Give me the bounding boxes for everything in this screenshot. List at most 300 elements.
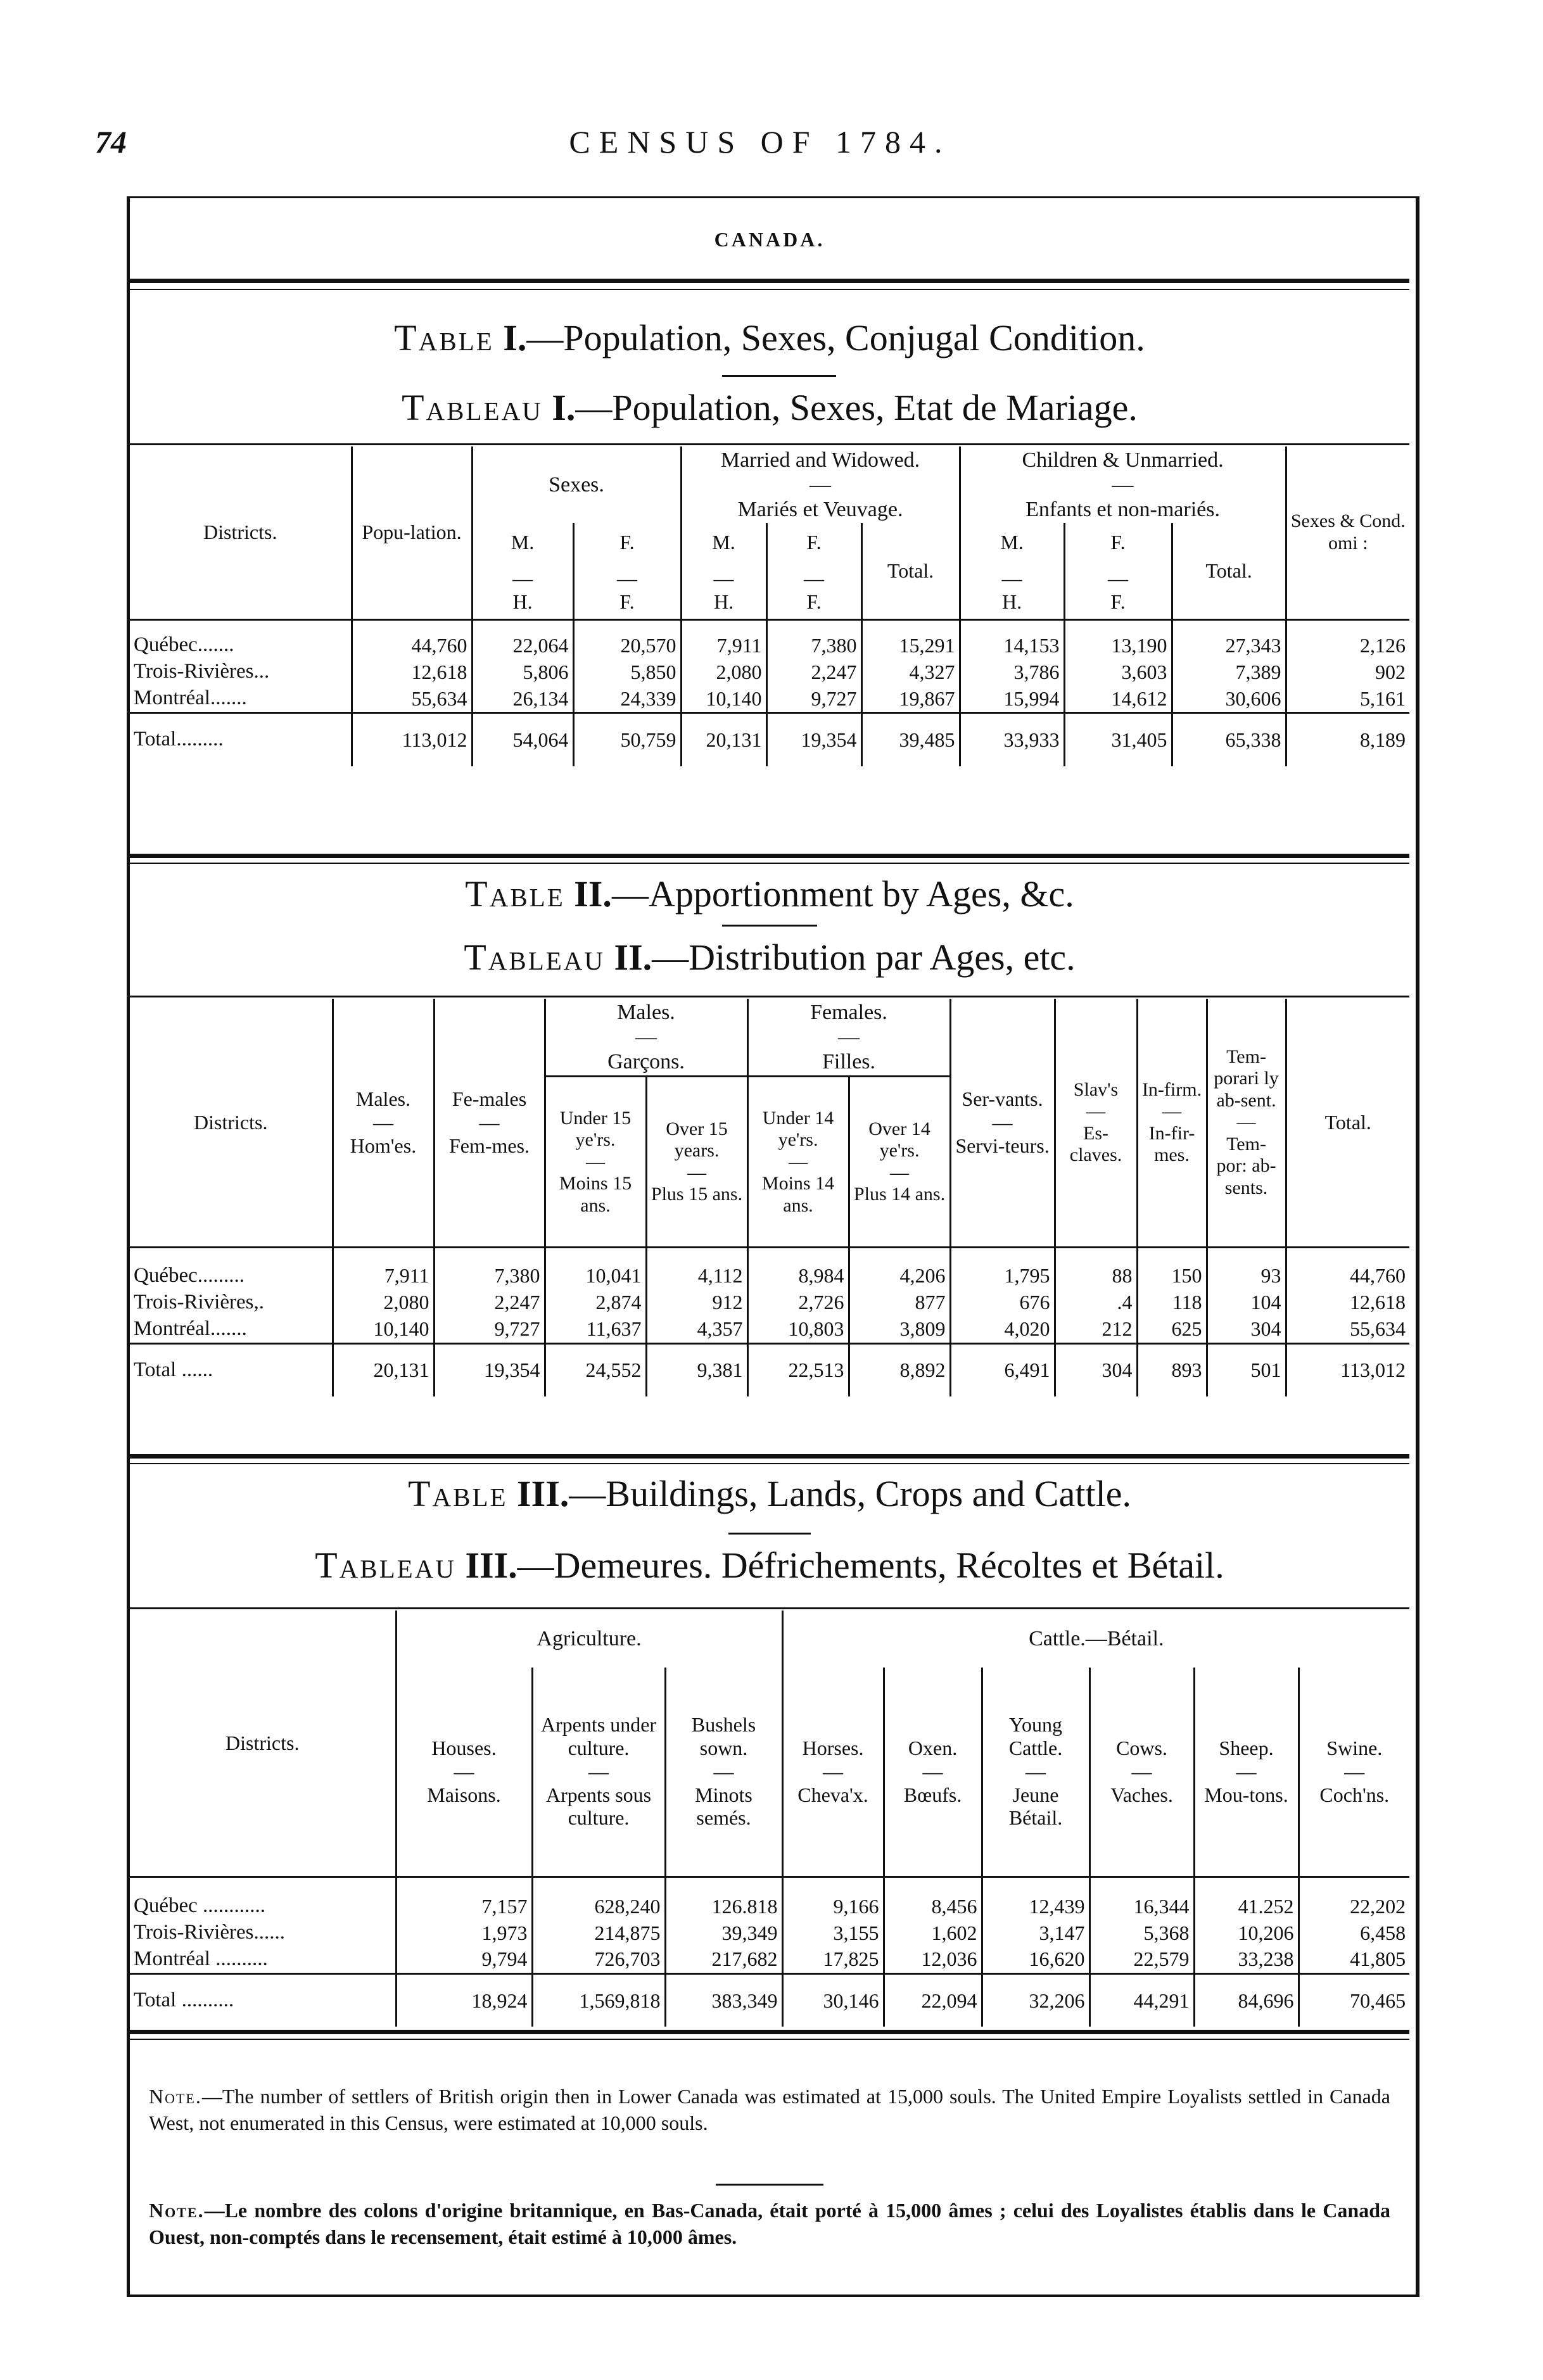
t2-cell: 104 — [1207, 1289, 1286, 1316]
t1-header-sexes: Sexes. — [472, 446, 681, 523]
t1-dash: — — [1108, 566, 1129, 590]
t2-cell: 3,809 — [849, 1316, 950, 1343]
t3-cell: 33,238 — [1194, 1946, 1299, 1973]
t2-cell: 1,795 — [950, 1263, 1055, 1289]
t2-dash: — — [687, 1162, 706, 1183]
t1-cell: 7,911 — [681, 632, 766, 659]
t1-cell: 24,339 — [573, 685, 681, 712]
t1-cell: 15,994 — [960, 685, 1064, 712]
t2-total-cell: 22,513 — [747, 1343, 849, 1396]
t1-dash: — — [512, 566, 533, 590]
t1-header-ch-total: Total. — [1172, 523, 1286, 619]
t2-cell: 4,206 — [849, 1263, 950, 1289]
t3-cell: 9,166 — [782, 1893, 884, 1920]
t3-sheep-fr: Mou-tons. — [1204, 1783, 1288, 1806]
t1-ff: F. — [806, 590, 822, 613]
t2-header-over14 — [849, 1077, 950, 1248]
t1-dash: — — [713, 566, 734, 590]
t2-cell: 4,357 — [646, 1316, 747, 1343]
table-row — [130, 1316, 1409, 1343]
note-english-label: Note. — [149, 2085, 202, 2108]
t1-total-cell: 31,405 — [1064, 713, 1172, 766]
t1-header-population: Popu-lation. — [352, 446, 472, 619]
table3-title-en-prefix: Table — [408, 1473, 508, 1514]
t3-bushels-en: Bushels sown. — [691, 1713, 756, 1760]
table3-title-divider — [728, 1533, 811, 1535]
t3-dash: — — [454, 1759, 474, 1783]
note-english — [149, 2084, 1390, 2136]
table3-bottom-rule — [130, 2030, 1409, 2034]
rule-top-2 — [130, 289, 1409, 290]
t3-total-cell: 1,569,818 — [532, 1973, 665, 2027]
table2-title-en-num: II. — [574, 873, 612, 915]
table3-title-en-num: III. — [517, 1473, 569, 1514]
t1-h: H. — [1001, 590, 1022, 613]
t2-dash: — — [789, 1151, 808, 1172]
t1-cell: 902 — [1286, 659, 1409, 685]
note-french-label: Note. — [149, 2199, 205, 2222]
t1-total-cell: 8,189 — [1286, 713, 1409, 766]
t2-dash: — — [890, 1162, 910, 1183]
t3-row-district: Trois-Rivières...... — [134, 1920, 285, 1944]
t3-dash: — — [713, 1759, 734, 1783]
t1-header-married-fr: Mariés et Veuvage. — [737, 498, 903, 522]
t2-cell: 10,803 — [747, 1316, 849, 1343]
t3-header-cattle: Cattle.—Bétail. — [782, 1611, 1409, 1668]
t3-cell: 8,456 — [884, 1893, 982, 1920]
note-french-text: —Le nombre des colons d'origine britannique, en Bas-Canada, était porté à 15,000 âmes ; celui des Loyalistes établis dans le Canada Ouest, non-comptés dans le recensement, était estimé à 10,000 âmes. — [149, 2199, 1390, 2248]
t2-total-cell: 113,012 — [1286, 1343, 1409, 1396]
t2-cell: 304 — [1207, 1316, 1286, 1343]
t3-houses-fr: Maisons. — [427, 1783, 501, 1806]
t2-females-grp-fr: Filles. — [822, 1050, 876, 1074]
t1-cell: 2,080 — [681, 659, 766, 685]
t1-total-cell: 50,759 — [573, 713, 681, 766]
t2-total-cell: 304 — [1055, 1343, 1137, 1396]
t1-cell: 2,126 — [1286, 632, 1409, 659]
table2-title-divider — [722, 925, 817, 927]
table-row — [130, 1920, 1409, 1946]
t3-bushels-fr: Minots semés. — [695, 1783, 752, 1830]
region-label: CANADA. — [714, 228, 825, 251]
t1-header-ch-h — [960, 561, 1064, 619]
t1-cell: 5,850 — [573, 659, 681, 685]
t2-males-fr: Hom'es. — [350, 1134, 417, 1158]
page-number: 74 — [95, 124, 127, 160]
t3-cell: 39,349 — [665, 1920, 782, 1946]
t3-cell: 1,973 — [396, 1920, 532, 1946]
t2-dash: — — [373, 1111, 393, 1134]
t1-row-district: Québec....... — [134, 633, 234, 657]
table-row — [130, 1263, 1409, 1289]
t1-h: H. — [713, 590, 734, 613]
t1-header-married-en: Married and Widowed. — [720, 448, 920, 472]
t2-cell: 2,726 — [747, 1289, 849, 1316]
t3-dash: — — [1025, 1759, 1046, 1783]
t2-temp-en: Tem-porari ly ab-sent. — [1214, 1046, 1279, 1111]
t2-total-cell: 9,381 — [646, 1343, 747, 1396]
t1-row-district: Montréal....... — [130, 685, 352, 712]
t2-under15-fr: Moins 15 ans. — [559, 1173, 632, 1216]
t1-header-mar-m: M. — [681, 523, 766, 561]
t3-cell: 10,206 — [1194, 1920, 1299, 1946]
t2-cell: 11,637 — [545, 1316, 646, 1343]
t3-dash: — — [1236, 1759, 1257, 1783]
t2-cell: 9,727 — [434, 1316, 545, 1343]
t2-header-slaves — [1055, 999, 1137, 1248]
t1-cell: 20,570 — [573, 632, 681, 659]
t2-cell: 118 — [1137, 1289, 1207, 1316]
t3-cell: 217,682 — [665, 1946, 782, 1973]
t3-cell: 17,825 — [782, 1946, 884, 1973]
t3-header-oxen — [884, 1668, 982, 1877]
t3-dash: — — [922, 1759, 943, 1783]
t2-temp-fr: Tem-por: ab-sents. — [1216, 1133, 1276, 1198]
table1-top-rule — [130, 443, 1409, 445]
t2-infirm-fr: In-fir-mes. — [1148, 1122, 1195, 1166]
t3-total-cell: 70,465 — [1299, 1973, 1409, 2027]
t3-cell: 41,805 — [1299, 1946, 1409, 1973]
table-row — [130, 632, 1409, 659]
t2-males-grp-en: Males. — [617, 1001, 675, 1024]
table1-title-en — [127, 317, 1413, 359]
table3 — [130, 1611, 1409, 2027]
t2-over14-fr: Plus 14 ans. — [853, 1184, 946, 1205]
t2-dash: — — [635, 1025, 657, 1049]
t3-total-cell: 44,291 — [1089, 1973, 1194, 2027]
table2-title-fr-prefix: Tableau — [464, 937, 606, 978]
note-french — [149, 2198, 1390, 2250]
t3-cell: 126.818 — [665, 1893, 782, 1920]
t3-header-agriculture: Agriculture. — [396, 1611, 782, 1668]
t2-cell: 625 — [1137, 1316, 1207, 1343]
t2-cell: 44,760 — [1286, 1263, 1409, 1289]
t1-cell: 10,140 — [681, 685, 766, 712]
t3-cell: 12,439 — [982, 1893, 1089, 1920]
t2-under14-en: Under 14 ye'rs. — [762, 1107, 834, 1151]
t1-cell: 9,727 — [766, 685, 861, 712]
t1-cell: 22,064 — [472, 632, 573, 659]
t2-females-en: Fe-males — [452, 1087, 527, 1111]
t1-cell: 7,389 — [1172, 659, 1286, 685]
table-total-row — [130, 1343, 1409, 1396]
t2-header-temp — [1207, 999, 1286, 1248]
table-row — [130, 1893, 1409, 1920]
t1-row-district: Trois-Rivières... — [134, 660, 270, 683]
t2-under14-fr: Moins 14 ans. — [761, 1173, 835, 1216]
t3-houses-en: Houses. — [431, 1737, 497, 1760]
t2-females-fr: Fem-mes. — [448, 1134, 530, 1158]
t2-cell: 4,112 — [646, 1263, 747, 1289]
t1-ff: F. — [619, 590, 635, 613]
t1-cell: 44,760 — [352, 632, 472, 659]
t2-total-cell: 8,892 — [849, 1343, 950, 1396]
note-english-text: —The number of settlers of British origin then in Lower Canada was estimated at 15,000 souls. The United Empire Loyalists settled in Canada West, not enumerated in this Census, were estimated at 10,000 souls. — [149, 2085, 1390, 2134]
t2-females-grp-en: Females. — [810, 1001, 887, 1024]
t1-header-children — [960, 446, 1286, 523]
table2-bottom-rule — [130, 1454, 1409, 1459]
t3-cows-en: Cows. — [1116, 1737, 1167, 1760]
t1-cell: 4,327 — [861, 659, 960, 685]
t1-dash: — — [1001, 566, 1022, 590]
t3-cell: 7,157 — [396, 1893, 532, 1920]
t3-cell: 3,147 — [982, 1920, 1089, 1946]
t2-cell: 55,634 — [1286, 1316, 1409, 1343]
t3-cell: 1,602 — [884, 1920, 982, 1946]
t2-header-servants — [950, 999, 1055, 1248]
t2-cell: 4,020 — [950, 1316, 1055, 1343]
table2-bottom-rule-2 — [130, 1463, 1409, 1464]
t1-total-cell: 33,933 — [960, 713, 1064, 766]
t2-dash: — — [838, 1025, 860, 1049]
t2-cell: 912 — [646, 1289, 747, 1316]
t2-slaves-fr: Es-claves. — [1069, 1122, 1122, 1166]
t3-young-fr: Jeune Bétail. — [1008, 1783, 1063, 1830]
t2-header-districts: Districts. — [130, 999, 333, 1248]
table3-title-en — [127, 1472, 1413, 1515]
t1-header-mar-f: F. — [766, 523, 861, 561]
t1-cell: 3,603 — [1064, 659, 1172, 685]
t3-cell: 9,794 — [396, 1946, 532, 1973]
t3-cell: 22,202 — [1299, 1893, 1409, 1920]
table-row — [130, 1289, 1409, 1316]
table3-bottom-rule-2 — [130, 2039, 1409, 2040]
t3-header-houses — [396, 1668, 532, 1877]
t1-cell: 12,618 — [352, 659, 472, 685]
t2-males-grp-fr: Garçons. — [607, 1050, 685, 1074]
t2-header-females — [434, 999, 545, 1248]
table-row — [130, 685, 1409, 712]
t3-young-en: Young Cattle. — [1008, 1713, 1063, 1760]
table1-title-fr-prefix: Tableau — [402, 387, 543, 428]
t1-header-married — [681, 446, 960, 523]
t3-cows-fr: Vaches. — [1110, 1783, 1173, 1806]
t2-cell: 7,911 — [333, 1263, 434, 1289]
t2-under15-en: Under 15 ye'rs. — [559, 1107, 632, 1151]
t3-row-district: Québec ............ — [134, 1894, 266, 1917]
t2-over14-en: Over 14 ye'rs. — [868, 1118, 930, 1162]
t1-header-children-fr: Enfants et non-mariés. — [1025, 498, 1220, 522]
t1-header-children-dash: — — [1112, 473, 1134, 497]
table1-title-en-prefix: Table — [394, 317, 494, 358]
t1-cell: 14,612 — [1064, 685, 1172, 712]
t1-cell: 30,606 — [1172, 685, 1286, 712]
table1-bottom-rule-2 — [130, 863, 1409, 864]
t3-header-young — [982, 1668, 1089, 1877]
t1-header-ch-ff — [1064, 561, 1172, 619]
table1-bottom-rule — [130, 854, 1409, 858]
t1-cell: 2,247 — [766, 659, 861, 685]
table-total-row — [130, 1973, 1409, 2027]
table3-title-fr-num: III. — [465, 1545, 518, 1586]
t2-cell: 2,874 — [545, 1289, 646, 1316]
t3-swine-en: Swine. — [1326, 1737, 1383, 1760]
t3-oxen-en: Oxen. — [908, 1737, 958, 1760]
t1-cell: 55,634 — [352, 685, 472, 712]
t3-total-cell: 30,146 — [782, 1973, 884, 2027]
t3-total-cell: 32,206 — [982, 1973, 1089, 2027]
page-header — [95, 123, 1425, 168]
t2-cell: 877 — [849, 1289, 950, 1316]
table3-top-rule — [130, 1607, 1409, 1609]
notes-divider — [716, 2184, 823, 2186]
t1-cell: 3,786 — [960, 659, 1064, 685]
t3-total-cell: 18,924 — [396, 1973, 532, 2027]
t1-dash: — — [617, 566, 637, 590]
t2-header-males — [333, 999, 434, 1248]
t1-total-cell: 65,338 — [1172, 713, 1286, 766]
t2-over15-fr: Plus 15 ans. — [651, 1184, 743, 1205]
t1-header-districts: Districts. — [130, 446, 352, 619]
t1-ff: F. — [1110, 590, 1126, 613]
t1-header-mar-ff — [766, 561, 861, 619]
t2-servants-fr: Servi-teurs. — [955, 1134, 1050, 1158]
t1-total-cell: 113,012 — [352, 713, 472, 766]
table2-title-en-prefix: Table — [465, 873, 565, 915]
t2-cell: 212 — [1055, 1316, 1137, 1343]
t2-cell: 2,080 — [333, 1289, 434, 1316]
t3-header-sheep — [1194, 1668, 1299, 1877]
t2-header-under14 — [747, 1077, 849, 1248]
t2-dash: — — [586, 1151, 605, 1172]
t2-row-district: Trois-Rivières,. — [134, 1290, 264, 1313]
table2-title-en-rest: —Apportionment by Ages, &c. — [611, 873, 1074, 915]
t1-cell: 15,291 — [861, 632, 960, 659]
t1-header-mar-h — [681, 561, 766, 619]
t1-total-cell: 39,485 — [861, 713, 960, 766]
t1-total-cell: 19,354 — [766, 713, 861, 766]
t3-cell: 214,875 — [532, 1920, 665, 1946]
t3-header-horses — [782, 1668, 884, 1877]
table2-title-fr-rest: —Distribution par Ages, etc. — [652, 937, 1076, 978]
t1-total-cell: 20,131 — [681, 713, 766, 766]
t3-dash: — — [1344, 1759, 1365, 1783]
t3-cell: 5,368 — [1089, 1920, 1194, 1946]
table1 — [130, 446, 1409, 766]
t3-row-district: Montréal .......... — [130, 1946, 396, 1973]
table2-title-fr-num: II. — [614, 937, 652, 978]
t1-header-married-dash: — — [810, 473, 832, 497]
t3-header-bushels — [665, 1668, 782, 1877]
t2-dash: — — [1086, 1101, 1106, 1122]
table1-title-en-rest: —Population, Sexes, Conjugal Condition. — [526, 317, 1145, 358]
t3-dash: — — [588, 1759, 609, 1783]
t3-horses-fr: Cheva'x. — [797, 1783, 868, 1806]
t1-cell: 13,190 — [1064, 632, 1172, 659]
t1-cell: 26,134 — [472, 685, 573, 712]
t2-cell: 7,380 — [434, 1263, 545, 1289]
t2-total-cell: 19,354 — [434, 1343, 545, 1396]
t3-total-cell: 22,094 — [884, 1973, 982, 2027]
t2-infirm-en: In-firm. — [1141, 1079, 1202, 1100]
t2-total-cell: 24,552 — [545, 1343, 646, 1396]
table1-title-fr-rest: —Population, Sexes, Etat de Mariage. — [575, 387, 1138, 428]
t2-slaves-en: Slav's — [1073, 1079, 1119, 1100]
t3-cell: 6,458 — [1299, 1920, 1409, 1946]
t2-header-infirm — [1137, 999, 1207, 1248]
t2-total-cell: 893 — [1137, 1343, 1207, 1396]
t3-cell: 12,036 — [884, 1946, 982, 1973]
t3-cell: 22,579 — [1089, 1946, 1194, 1973]
t3-header-swine — [1299, 1668, 1409, 1877]
t3-cell: 41.252 — [1194, 1893, 1299, 1920]
table2-title-en — [127, 873, 1413, 915]
t3-arpents-fr: Arpents sous culture. — [545, 1783, 652, 1830]
t3-total-cell: 84,696 — [1194, 1973, 1299, 2027]
t3-header-arpents — [532, 1668, 665, 1877]
t3-swine-fr: Coch'ns. — [1319, 1783, 1390, 1806]
t2-cell: .4 — [1055, 1289, 1137, 1316]
table-row — [130, 659, 1409, 685]
t2-total-cell: 6,491 — [950, 1343, 1055, 1396]
table3-title-fr-rest: —Demeures. Défrichements, Récoltes et Bétail. — [517, 1545, 1224, 1586]
t1-cell: 14,153 — [960, 632, 1064, 659]
table2-top-rule — [130, 996, 1409, 997]
t3-cell: 16,344 — [1089, 1893, 1194, 1920]
t2-total-cell: 501 — [1207, 1343, 1286, 1396]
t3-cell: 628,240 — [532, 1893, 665, 1920]
t3-total-label: Total .......... — [134, 1989, 234, 2012]
t2-header-males-grp — [545, 999, 747, 1077]
t2-cell: 93 — [1207, 1263, 1286, 1289]
table-total-row — [130, 713, 1409, 766]
t1-cell: 19,867 — [861, 685, 960, 712]
t2-cell: 8,984 — [747, 1263, 849, 1289]
table1-title-fr — [127, 386, 1413, 429]
t1-cell: 7,380 — [766, 632, 861, 659]
t2-cell: 10,041 — [545, 1263, 646, 1289]
t1-dash: — — [804, 566, 825, 590]
t1-h: H. — [512, 590, 533, 613]
t3-total-cell: 383,349 — [665, 1973, 782, 2027]
t2-cell: 150 — [1137, 1263, 1207, 1289]
t3-arpents-en: Arpents under culture. — [540, 1713, 657, 1760]
t2-dash: — — [992, 1111, 1013, 1134]
t2-dash: — — [1162, 1101, 1182, 1122]
table1-title-en-num: I. — [503, 317, 527, 358]
t2-header-over15 — [646, 1077, 747, 1248]
t3-header-cows — [1089, 1668, 1194, 1877]
t3-horses-en: Horses. — [802, 1737, 864, 1760]
t2-cell: 2,247 — [434, 1289, 545, 1316]
t2-header-females-grp — [747, 999, 950, 1077]
t3-oxen-fr: Bœufs. — [903, 1783, 962, 1806]
t3-dash: — — [823, 1759, 844, 1783]
t2-row-district: Montréal....... — [130, 1316, 333, 1343]
t2-header-total: Total. — [1286, 999, 1409, 1248]
rule-top-1 — [130, 279, 1409, 283]
t3-cell: 16,620 — [982, 1946, 1089, 1973]
t1-header-sex-m: M. — [472, 523, 573, 561]
t3-dash: — — [1131, 1759, 1152, 1783]
table2 — [130, 999, 1409, 1396]
t1-total-cell: 54,064 — [472, 713, 573, 766]
t3-cell: 726,703 — [532, 1946, 665, 1973]
t1-header-ch-m: M. — [960, 523, 1064, 561]
t3-sheep-en: Sheep. — [1219, 1737, 1274, 1760]
t1-cell: 5,161 — [1286, 685, 1409, 712]
t2-cell: 88 — [1055, 1263, 1137, 1289]
t1-header-children-en: Children & Unmarried. — [1022, 448, 1224, 472]
table1-title-fr-num: I. — [552, 387, 576, 428]
t2-cell: 12,618 — [1286, 1289, 1409, 1316]
t2-males-en: Males. — [355, 1087, 411, 1111]
table2-title-fr — [127, 936, 1413, 978]
t2-total-cell: 20,131 — [333, 1343, 434, 1396]
t2-total-label: Total ...... — [134, 1358, 213, 1381]
t2-dash: — — [479, 1111, 500, 1134]
t1-header-sex-ff — [573, 561, 681, 619]
